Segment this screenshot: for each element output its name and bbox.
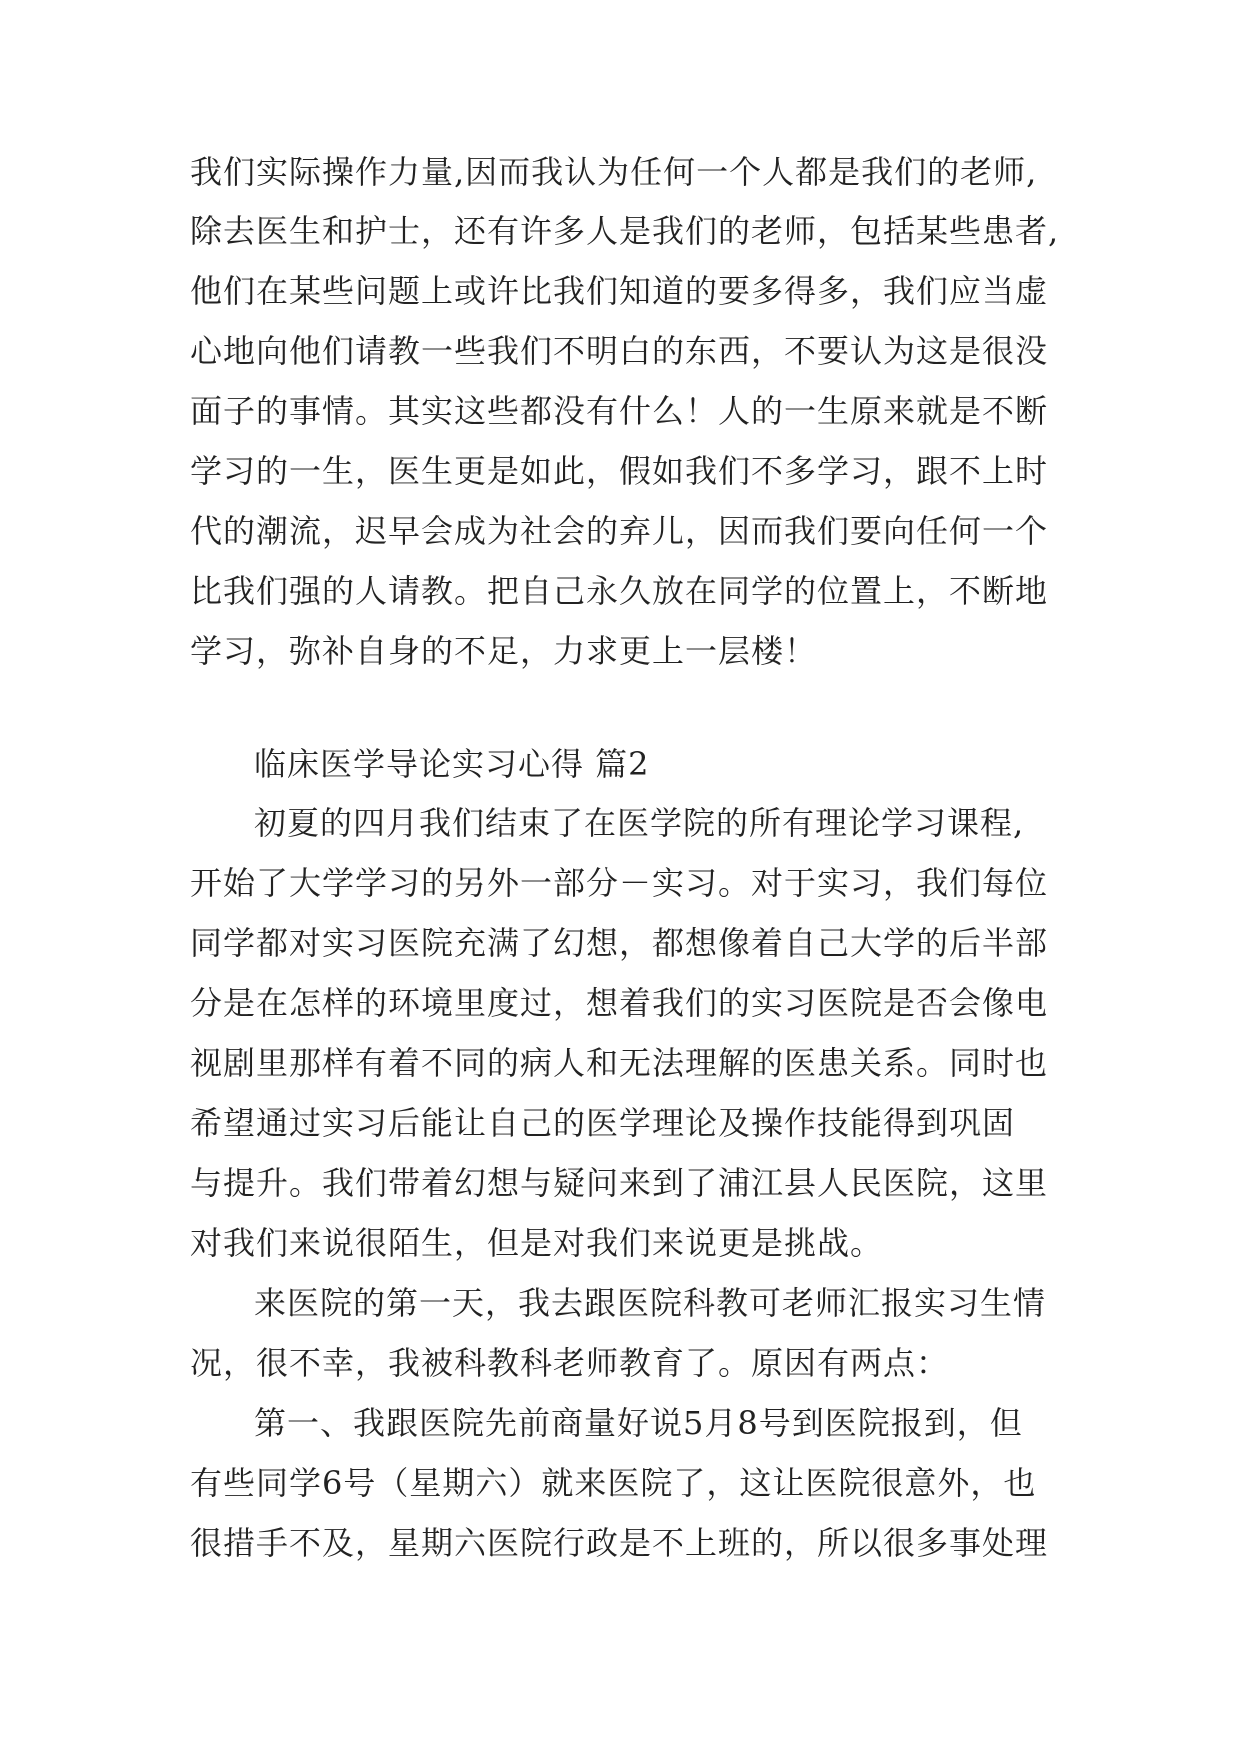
paragraph-line: 开始了大学学习的另外一部分－实习。对于实习，我们每位 (190, 864, 1049, 902)
paragraph-line: 很措手不及，星期六医院行政是不上班的，所以很多事处理 (190, 1524, 1049, 1562)
paragraph-line: 面子的事情。其实这些都没有什么！人的一生原来就是不断 (190, 392, 1049, 430)
paragraph-line: 除去医生和护士，还有许多人是我们的老师，包括某些患者, (190, 212, 1060, 250)
paragraph-line: 我们实际操作力量,因而我认为任何一个人都是我们的老师, (190, 153, 1038, 191)
paragraph-line: 同学都对实习医院充满了幻想，都想像着自己大学的后半部 (190, 924, 1049, 962)
paragraph-line: 学习的一生，医生更是如此，假如我们不多学习，跟不上时 (190, 452, 1049, 490)
paragraph-line: 希望通过实习后能让自己的医学理论及操作技能得到巩固 (190, 1104, 1016, 1142)
paragraph-line: 与提升。我们带着幻想与疑问来到了浦江县人民医院，这里 (190, 1164, 1049, 1202)
section-title: 临床医学导论实习心得 篇2 (254, 745, 650, 783)
paragraph-line: 对我们来说很陌生，但是对我们来说更是挑战。 (190, 1224, 884, 1262)
paragraph-line: 况，很不幸，我被科教科老师教育了。原因有两点： (190, 1344, 950, 1382)
paragraph-line: 视剧里那样有着不同的病人和无法理解的医患关系。同时也 (190, 1044, 1049, 1082)
paragraph-line: 学习，弥补自身的不足，力求更上一层楼！ (190, 632, 818, 670)
paragraph-line: 第一、我跟医院先前商量好说5月8号到医院报到，但 (254, 1404, 1023, 1442)
paragraph-line: 心地向他们请教一些我们不明白的东西，不要认为这是很没 (190, 332, 1049, 370)
paragraph-line: 比我们强的人请教。把自己永久放在同学的位置上，不断地 (190, 572, 1049, 610)
paragraph-line: 有些同学6号（星期六）就来医院了，这让医院很意外，也 (190, 1464, 1037, 1502)
paragraph-line: 来医院的第一天，我去跟医院科教可老师汇报实习生情 (254, 1284, 1047, 1322)
paragraph-line: 他们在某些问题上或许比我们知道的要多得多，我们应当虚 (190, 272, 1049, 310)
paragraph-line: 初夏的四月我们结束了在医学院的所有理论学习课程, (254, 804, 1025, 842)
paragraph-line: 代的潮流，迟早会成为社会的弃儿，因而我们要向任何一个 (190, 512, 1049, 550)
paragraph-line: 分是在怎样的环境里度过，想着我们的实习医院是否会像电 (190, 984, 1049, 1022)
